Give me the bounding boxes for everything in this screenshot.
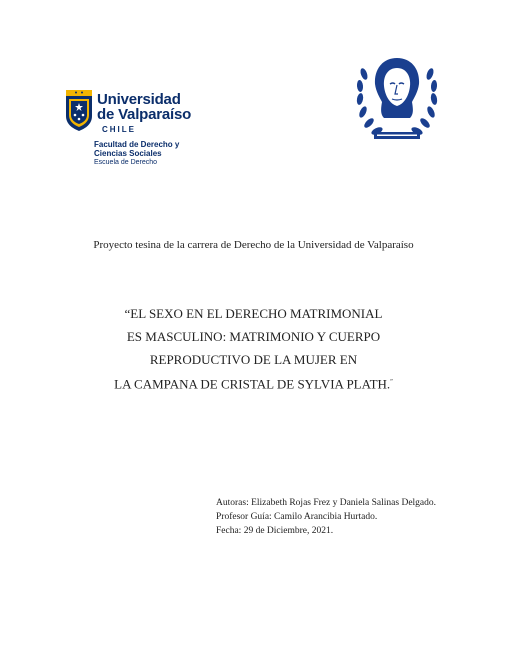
faculty-line-2: Ciencias Sociales	[94, 149, 162, 158]
faculty-block	[94, 140, 179, 167]
title-line-4-wrapper	[0, 371, 507, 395]
document-subtitle: Proyecto tesina de la carrera de Derecho de la Universidad de Valparaíso	[93, 239, 414, 251]
title-closing-mark: ”	[390, 379, 393, 385]
document-title	[0, 302, 507, 395]
title-line-2: ES MASCULINO: MATRIMONIO Y CUERPO	[126, 329, 381, 344]
authors-block	[216, 496, 436, 538]
title-line-4: LA CAMPANA DE CRISTAL DE SYLVIA PLATH.	[114, 376, 391, 392]
faculty-line-1: Facultad de Derecho y	[94, 140, 180, 149]
classical-head-laurel-seal-icon	[354, 52, 440, 144]
logo-line-valparaiso: de Valparaíso	[97, 106, 192, 123]
university-logo	[64, 86, 194, 168]
university-shield-icon	[64, 88, 94, 132]
advisor-line: Profesor Guía: Camilo Arancibia Hurtado.	[216, 512, 378, 522]
title-line-3: REPRODUCTIVO DE LA MUJER EN	[149, 352, 358, 367]
school-line: Escuela de Derecho	[94, 159, 158, 166]
logo-line-university: Universidad	[97, 91, 181, 108]
date-line: Fecha: 29 de Diciembre, 2021.	[216, 526, 334, 536]
logo-line-chile: CHILE	[102, 125, 136, 134]
title-line-1: “EL SEXO EN EL DERECHO MATRIMONIAL	[124, 306, 383, 321]
authors-line: Autoras: Elizabeth Rojas Frez y Daniela Salinas Delgado.	[216, 498, 437, 508]
